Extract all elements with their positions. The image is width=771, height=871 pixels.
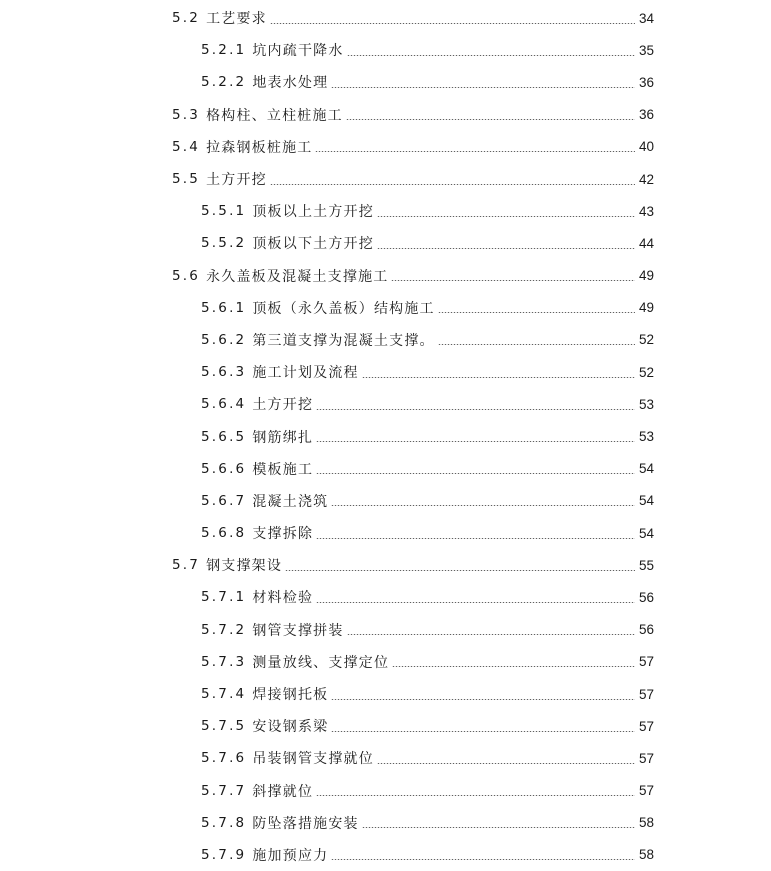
toc-section-title: 施工计划及流程	[252, 365, 359, 382]
toc-section-title: 格构柱、立柱桩施工	[206, 107, 343, 124]
toc-section-number: 5.2.2	[201, 74, 247, 91]
toc-section-title: 钢管支撑拼装	[252, 622, 344, 639]
toc-section-title: 顶板以上土方开挖	[252, 204, 374, 221]
toc-section-number: 5.5.1	[201, 203, 247, 220]
toc-section-number: 5.2	[172, 10, 201, 27]
toc-section-number: 5.7.3	[201, 653, 247, 670]
toc-page-number: 54	[638, 525, 654, 541]
toc-page-number: 55	[638, 557, 654, 573]
toc-dot-leader	[362, 827, 635, 828]
toc-entry[interactable]	[0, 420, 771, 452]
toc-page-number: 49	[638, 300, 654, 316]
toc-section-number: 5.5.2	[201, 235, 247, 252]
toc-entry[interactable]	[0, 517, 771, 549]
toc-page-number: 43	[638, 203, 654, 219]
toc-entry[interactable]	[0, 324, 771, 356]
toc-entry[interactable]	[0, 227, 771, 259]
toc-section-number: 5.6.7	[201, 492, 247, 509]
toc-page-number: 54	[638, 493, 654, 509]
toc-section-title: 地表水处理	[252, 75, 329, 92]
toc-entry[interactable]	[0, 66, 771, 98]
toc-section-title: 顶板（永久盖板）结构施工	[252, 300, 435, 317]
toc-entry[interactable]	[0, 356, 771, 388]
toc-entry[interactable]	[0, 485, 771, 517]
toc-section-title: 拉森钢板桩施工	[206, 139, 313, 156]
toc-section-number: 5.5	[172, 171, 201, 188]
toc-dot-leader	[438, 312, 635, 313]
toc-dot-leader	[392, 666, 635, 667]
toc-dot-leader	[346, 119, 635, 120]
toc-section-title: 材料检验	[252, 590, 314, 607]
toc-section-number: 5.6.1	[201, 299, 247, 316]
toc-section-number: 5.6.8	[201, 525, 247, 542]
toc-section-title: 土方开挖	[206, 172, 267, 189]
toc-page-number: 54	[638, 461, 654, 477]
toc-page-number: 40	[638, 139, 654, 155]
toc-page-number: 53	[638, 396, 654, 412]
toc-section-title: 安设钢系梁	[252, 719, 329, 736]
toc-dot-leader	[315, 151, 635, 152]
toc-dot-leader	[316, 538, 635, 539]
toc-dot-leader	[362, 377, 635, 378]
toc-dot-leader	[438, 344, 635, 345]
toc-entry[interactable]	[0, 646, 771, 678]
toc-dot-leader	[377, 763, 635, 764]
toc-section-title: 吊装钢管支撑就位	[252, 751, 374, 768]
toc-page-number: 57	[638, 750, 654, 766]
toc-section-title: 测量放线、支撑定位	[252, 654, 390, 671]
toc-section-number: 5.6.2	[201, 331, 247, 348]
toc-page-number: 36	[638, 107, 654, 123]
toc-page-number: 57	[638, 718, 654, 734]
toc-page-number: 52	[638, 364, 654, 380]
toc-section-title: 施加预应力	[252, 847, 329, 864]
toc-entry[interactable]	[0, 678, 771, 710]
toc-section-number: 5.2.1	[201, 42, 247, 59]
toc-page-number: 53	[638, 429, 654, 445]
toc-dot-leader	[331, 505, 635, 506]
toc-page-number: 44	[638, 235, 654, 251]
toc-dot-leader	[331, 699, 635, 700]
toc-section-title: 支撑拆除	[252, 526, 314, 543]
toc-section-number: 5.7	[172, 557, 201, 574]
toc-entry[interactable]	[0, 453, 771, 485]
toc-section-title: 混凝土浇筑	[252, 493, 329, 510]
toc-page-number: 58	[638, 815, 654, 831]
toc-entry[interactable]	[0, 742, 771, 774]
toc-section-title: 土方开挖	[252, 397, 314, 414]
toc-dot-leader	[377, 216, 635, 217]
toc-section-number: 5.7.7	[201, 782, 247, 799]
toc-section-title: 钢筋绑扎	[252, 429, 314, 446]
toc-section-title: 顶板以下土方开挖	[252, 236, 374, 253]
toc-dot-leader	[316, 473, 635, 474]
toc-dot-leader	[316, 795, 635, 796]
toc-entry[interactable]	[0, 614, 771, 646]
toc-section-number: 5.4	[172, 138, 201, 155]
toc-dot-leader	[347, 55, 635, 56]
toc-dot-leader	[270, 23, 635, 24]
toc-page-number: 56	[638, 622, 654, 638]
toc-section-number: 5.6.3	[201, 364, 247, 381]
toc-entry[interactable]	[0, 581, 771, 613]
toc-entry[interactable]	[0, 163, 771, 195]
toc-dot-leader	[377, 248, 635, 249]
toc-page-number: 57	[638, 686, 654, 702]
toc-section-number: 5.6	[172, 267, 201, 284]
toc-section-number: 5.6.5	[201, 428, 247, 445]
toc-section-title: 坑内疏干降水	[252, 43, 344, 60]
toc-dot-leader	[316, 409, 635, 410]
toc-section-title: 斜撑就位	[252, 783, 314, 800]
toc-page-number: 57	[638, 783, 654, 799]
toc-entry[interactable]	[0, 710, 771, 742]
toc-page-number: 52	[638, 332, 654, 348]
toc-section-number: 5.3	[172, 106, 201, 123]
toc-dot-leader	[316, 441, 635, 442]
toc-entry[interactable]	[0, 195, 771, 227]
toc-dot-leader	[331, 731, 635, 732]
toc-page-number: 34	[638, 10, 654, 26]
toc-section-number: 5.7.2	[201, 621, 247, 638]
toc-page-number: 58	[638, 847, 654, 863]
toc-page-number: 35	[638, 42, 654, 58]
toc-entry[interactable]	[0, 34, 771, 66]
toc-entry[interactable]	[0, 260, 771, 292]
toc-page-number: 42	[638, 171, 654, 187]
toc-dot-leader	[347, 634, 635, 635]
toc-dot-leader	[331, 859, 635, 860]
toc-section-title: 第三道支撑为混凝土支撑。	[252, 332, 435, 349]
toc-dot-leader	[285, 570, 635, 571]
toc-section-number: 5.7.4	[201, 686, 247, 703]
toc-page-number: 36	[638, 74, 654, 90]
toc-dot-leader	[270, 184, 635, 185]
toc-section-number: 5.6.6	[201, 460, 247, 477]
toc-entry[interactable]	[0, 807, 771, 839]
toc-entry[interactable]	[0, 292, 771, 324]
toc-section-title: 模板施工	[252, 461, 314, 478]
toc-dot-leader	[331, 87, 635, 88]
toc-section-title: 钢支撑架设	[206, 558, 283, 575]
toc-section-number: 5.7.5	[201, 718, 247, 735]
toc-section-number: 5.7.8	[201, 814, 247, 831]
toc-entry[interactable]	[0, 2, 771, 34]
toc-section-title: 工艺要求	[206, 11, 267, 28]
toc-entry[interactable]	[0, 99, 771, 131]
toc-section-number: 5.7.6	[201, 750, 247, 767]
toc-section-title: 永久盖板及混凝土支撑施工	[206, 268, 389, 285]
toc-section-title: 防坠落措施安装	[252, 815, 359, 832]
toc-entry[interactable]	[0, 388, 771, 420]
toc-dot-leader	[391, 280, 635, 281]
toc-section-title: 焊接钢托板	[252, 687, 329, 704]
toc-page-number: 57	[638, 654, 654, 670]
toc-page-number: 56	[638, 589, 654, 605]
toc-section-number: 5.7.1	[201, 589, 247, 606]
toc-section-number: 5.6.4	[201, 396, 247, 413]
toc-entry[interactable]	[0, 549, 771, 581]
toc-dot-leader	[316, 602, 635, 603]
toc-section-number: 5.7.9	[201, 846, 247, 863]
table-of-contents	[0, 2, 771, 871]
toc-page-number: 49	[638, 268, 654, 284]
toc-entry[interactable]	[0, 775, 771, 807]
toc-entry[interactable]	[0, 131, 771, 163]
toc-entry[interactable]	[0, 839, 771, 871]
